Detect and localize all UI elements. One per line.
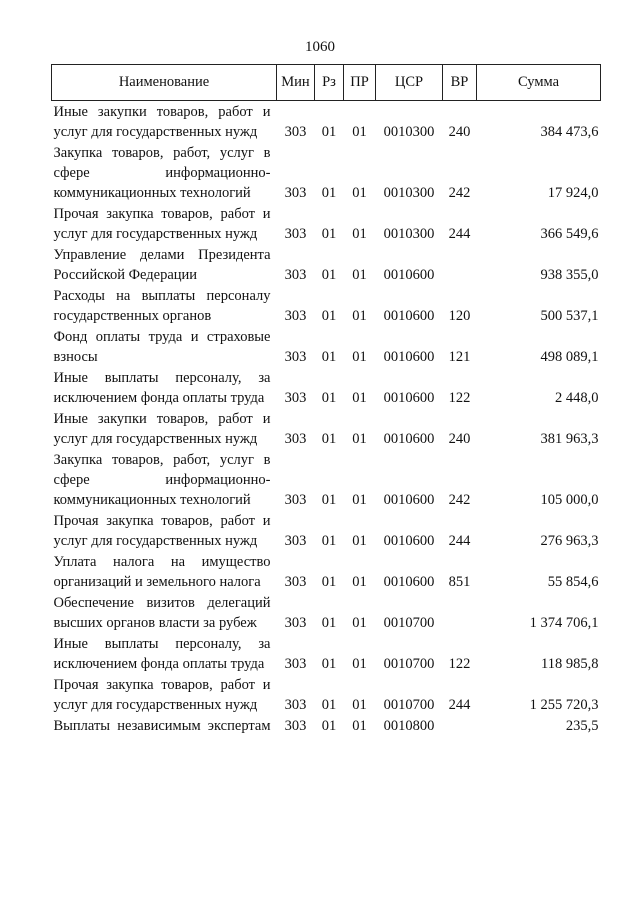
row-rz: 01 (321, 267, 337, 283)
row-min: 303 (284, 431, 307, 447)
row-pr: 01 (352, 390, 367, 406)
row-pr: 01 (352, 308, 367, 324)
table-row (52, 674, 601, 715)
row-name: Прочая закупка товаров, работ и услуг для государственных нужд (53, 206, 271, 242)
table-row (52, 715, 601, 736)
row-rz: 01 (321, 226, 337, 242)
table-row (52, 449, 601, 510)
header-sum: Сумма (477, 65, 601, 101)
row-csr: 0010600 (383, 308, 435, 324)
header-vr: ВР (443, 65, 477, 101)
row-pr: 01 (352, 574, 367, 590)
table-row (52, 633, 601, 674)
row-csr: 0010600 (383, 267, 435, 283)
header-rz: Рз (315, 65, 344, 101)
row-name: Управление делами Президента Российской Федерации (53, 247, 271, 283)
row-min: 303 (284, 615, 307, 631)
row-sum: 276 963,3 (540, 533, 599, 549)
row-vr (443, 715, 477, 736)
row-rz: 01 (321, 124, 337, 140)
row-vr: 240 (448, 124, 471, 140)
row-name: Иные закупки товаров, работ и услуг для государственных нужд (53, 411, 271, 447)
row-csr: 0010600 (383, 390, 435, 406)
row-csr: 0010700 (383, 697, 435, 713)
row-min: 303 (284, 267, 307, 283)
row-name: Расходы на выплаты персоналу государственных органов (53, 288, 271, 324)
row-sum: 384 473,6 (540, 124, 599, 140)
row-sum: 938 355,0 (540, 267, 599, 283)
row-sum: 366 549,6 (540, 226, 599, 242)
row-pr: 01 (352, 226, 367, 242)
row-rz: 01 (321, 308, 337, 324)
row-min: 303 (284, 308, 307, 324)
row-pr: 01 (352, 185, 367, 201)
row-csr: 0010700 (383, 656, 435, 672)
table-row (52, 244, 601, 285)
row-rz: 01 (321, 574, 337, 590)
row-sum: 381 963,3 (540, 431, 599, 447)
row-min: 303 (284, 574, 307, 590)
row-name: Иные выплаты персоналу, за исключением фонда оплаты труда (53, 370, 271, 406)
row-vr: 240 (448, 431, 471, 447)
row-sum: 105 000,0 (540, 492, 599, 508)
row-name: Иные закупки товаров, работ и услуг для государственных нужд (53, 104, 271, 140)
row-min: 303 (284, 390, 307, 406)
table-row (52, 326, 601, 367)
row-pr: 01 (352, 124, 367, 140)
row-pr: 01 (352, 533, 367, 549)
row-pr: 01 (352, 656, 367, 672)
row-name: Прочая закупка товаров, работ и услуг для государственных нужд (53, 677, 271, 713)
header-csr: ЦСР (376, 65, 443, 101)
row-csr: 0010600 (383, 431, 435, 447)
row-vr: 244 (448, 697, 471, 713)
table-body (52, 101, 601, 737)
row-pr: 01 (352, 697, 367, 713)
row-min: 303 (284, 226, 307, 242)
row-vr: 244 (448, 533, 471, 549)
header-name: Наименование (52, 65, 277, 101)
row-name: Иные выплаты персоналу, за исключением фонда оплаты труда (53, 636, 271, 672)
row-sum: 118 985,8 (541, 656, 599, 672)
row-rz: 01 (321, 533, 337, 549)
row-name: Уплата налога на имущество организаций и земельного налога (53, 554, 271, 590)
row-name: Закупка товаров, работ, услуг в сфере информационно-коммуникационных технологий (53, 452, 271, 508)
row-min: 303 (284, 492, 307, 508)
row-csr: 0010600 (383, 349, 435, 365)
row-name: Обеспечение визитов делегаций высших органов власти за рубеж (53, 595, 271, 631)
row-pr: 01 (352, 267, 367, 283)
table-row (52, 142, 601, 203)
row-vr: 851 (448, 574, 471, 590)
header-pr: ПР (344, 65, 376, 101)
row-sum: 1 374 706,1 (529, 615, 599, 631)
table-row (52, 408, 601, 449)
row-pr: 01 (352, 718, 367, 734)
row-csr: 0010600 (383, 533, 435, 549)
table-row (52, 510, 601, 551)
row-min: 303 (284, 697, 307, 713)
row-vr: 244 (448, 226, 471, 242)
row-vr: 120 (448, 308, 471, 324)
row-pr: 01 (352, 615, 367, 631)
row-sum: 55 854,6 (547, 574, 599, 590)
row-rz: 01 (321, 718, 337, 734)
row-rz: 01 (321, 390, 337, 406)
row-vr: 122 (448, 656, 471, 672)
row-rz: 01 (321, 349, 337, 365)
row-csr: 0010800 (383, 718, 435, 734)
row-name: Выплаты независимым экспертам (53, 718, 271, 734)
row-rz: 01 (321, 185, 337, 201)
row-rz: 01 (321, 656, 337, 672)
row-vr: 121 (448, 349, 471, 365)
row-rz: 01 (321, 615, 337, 631)
table-row (52, 101, 601, 143)
row-vr (443, 244, 477, 285)
row-sum: 498 089,1 (540, 349, 599, 365)
row-min: 303 (284, 533, 307, 549)
row-csr: 0010300 (383, 226, 435, 242)
row-name: Закупка товаров, работ, услуг в сфере информационно-коммуникационных технологий (53, 145, 271, 201)
page-number: 1060 (305, 39, 335, 55)
row-sum: 235,5 (565, 718, 599, 734)
row-vr: 242 (448, 185, 471, 201)
row-min: 303 (284, 349, 307, 365)
row-rz: 01 (321, 697, 337, 713)
row-csr: 0010700 (383, 615, 435, 631)
budget-table (51, 64, 601, 736)
row-csr: 0010300 (383, 124, 435, 140)
row-min: 303 (284, 718, 307, 734)
row-vr (443, 592, 477, 633)
table-row (52, 592, 601, 633)
row-vr: 242 (448, 492, 471, 508)
header-min: Мин (277, 65, 315, 101)
row-pr: 01 (352, 492, 367, 508)
row-name: Фонд оплаты труда и страховые взносы (53, 329, 271, 365)
row-name: Прочая закупка товаров, работ и услуг для государственных нужд (53, 513, 271, 549)
row-rz: 01 (321, 431, 337, 447)
row-sum: 2 448,0 (555, 390, 599, 406)
row-rz: 01 (321, 492, 337, 508)
row-sum: 500 537,1 (540, 308, 599, 324)
row-min: 303 (284, 124, 307, 140)
row-sum: 1 255 720,3 (529, 697, 599, 713)
table-row (52, 285, 601, 326)
table-row (52, 203, 601, 244)
row-vr: 122 (448, 390, 471, 406)
table-row (52, 551, 601, 592)
row-sum: 17 924,0 (547, 185, 599, 201)
row-min: 303 (284, 185, 307, 201)
row-pr: 01 (352, 349, 367, 365)
row-csr: 0010300 (383, 185, 435, 201)
row-min: 303 (284, 656, 307, 672)
table-row (52, 367, 601, 408)
row-csr: 0010600 (383, 492, 435, 508)
table-header-row (52, 65, 601, 101)
row-csr: 0010600 (383, 574, 435, 590)
row-pr: 01 (352, 431, 367, 447)
